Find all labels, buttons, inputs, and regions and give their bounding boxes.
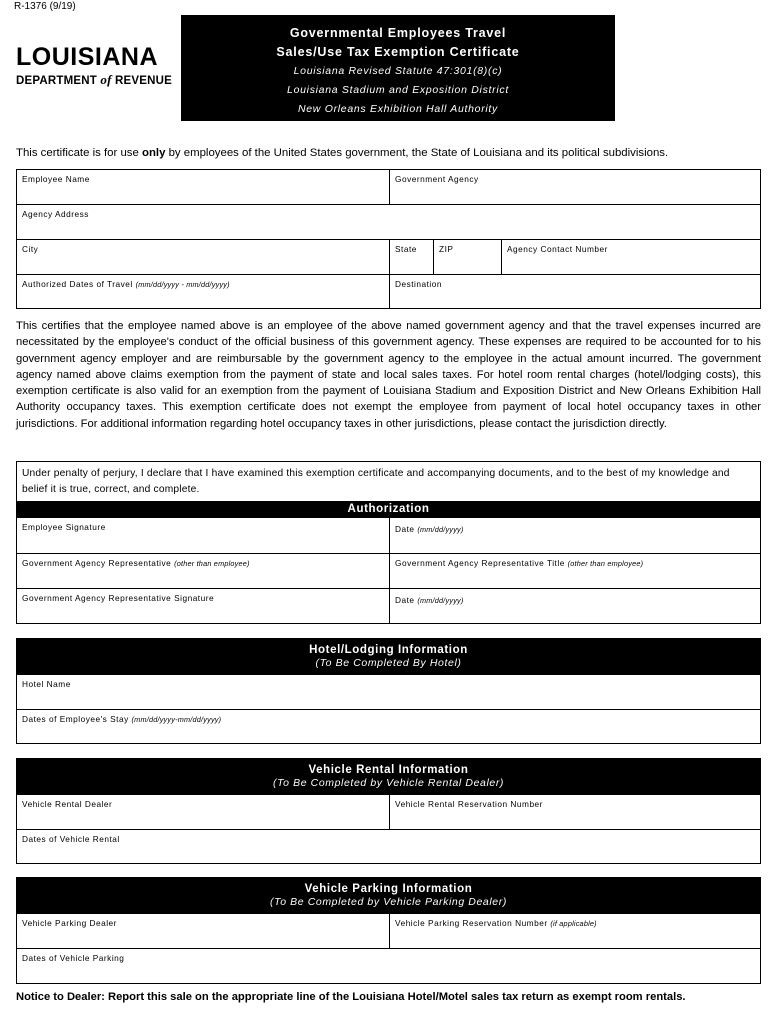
vehicle-rental-section <box>16 758 761 864</box>
rental-dates-field[interactable] <box>17 830 760 863</box>
parking-reservation-field[interactable] <box>389 914 760 948</box>
rental-reservation-label: Vehicle Rental Reservation Number <box>395 799 543 809</box>
parking-header <box>17 878 760 914</box>
state-label: State <box>395 244 417 254</box>
stay-dates-hint: (mm/dd/yyyy-mm/dd/yyyy) <box>131 715 222 724</box>
header-district: Louisiana Stadium and Exposition District <box>287 84 509 96</box>
rental-reservation-field[interactable] <box>389 795 760 829</box>
logo-sub-text <box>16 72 176 88</box>
parking-title: Vehicle Parking Information <box>304 883 473 895</box>
zip-label: ZIP <box>439 244 454 254</box>
travel-dates-hint: (mm/dd/yyyy - mm/dd/yyyy) <box>135 280 230 289</box>
perjury-declaration: Under penalty of perjury, I declare that I have examined this exemption certificate and accompanying documents, and to the best of my knowledge and belief it is true, correct, and complete. <box>22 468 730 495</box>
intro-after: by employees of the United States government, the State of Louisiana and its political subdivisions. <box>165 147 669 159</box>
stay-dates-field[interactable] <box>17 710 760 743</box>
government-agency-label: Government Agency <box>395 174 479 184</box>
logo-sub-of: of <box>100 72 112 87</box>
header-title-1: Governmental Employees Travel <box>289 26 507 40</box>
city-label: City <box>22 244 39 254</box>
parking-reservation-label: Vehicle Parking Reservation Number <box>395 918 551 928</box>
form-header <box>181 15 615 121</box>
hotel-title: Hotel/Lodging Information <box>309 644 468 656</box>
header-authority: New Orleans Exhibition Hall Authority <box>297 103 498 115</box>
stay-dates-label: Dates of Employee's Stay <box>22 714 132 724</box>
hotel-subtitle: (To Be Completed By Hotel) <box>315 657 462 669</box>
employee-name-label: Employee Name <box>22 174 90 184</box>
parking-subtitle: (To Be Completed by Vehicle Parking Dealer) <box>270 896 507 908</box>
date1-label: Date <box>395 524 418 534</box>
agency-address-field[interactable] <box>17 205 760 239</box>
dealer-notice: Notice to Dealer: Report this sale on the appropriate line of the Louisiana Hotel/Motel sales tax return as exempt room rentals. <box>16 991 686 1003</box>
agency-rep-field[interactable] <box>17 554 389 588</box>
rental-subtitle: (To Be Completed by Vehicle Rental Dealer) <box>272 777 505 789</box>
header-title-2: Sales/Use Tax Exemption Certificate <box>276 45 520 59</box>
rental-dealer-label: Vehicle Rental Dealer <box>22 799 113 809</box>
agency-rep-title-field[interactable] <box>389 554 760 588</box>
logo-sub-after: REVENUE <box>111 75 173 87</box>
agency-rep-signature-field[interactable] <box>17 589 389 623</box>
louisiana-revenue-logo <box>16 44 176 88</box>
parking-dealer-field[interactable] <box>17 914 389 948</box>
agency-contact-label: Agency Contact Number <box>507 244 608 254</box>
rental-dealer-field[interactable] <box>17 795 389 829</box>
employee-signature-field[interactable] <box>17 518 389 553</box>
date1-hint: (mm/dd/yyyy) <box>417 525 464 534</box>
employee-info-grid <box>16 169 761 309</box>
agency-rep-signature-label: Government Agency Representative Signature <box>22 593 215 603</box>
hotel-section <box>16 638 761 744</box>
employee-name-field[interactable] <box>17 170 389 204</box>
state-field[interactable] <box>389 240 433 274</box>
employee-signature-date-field[interactable] <box>389 518 760 553</box>
hotel-name-field[interactable] <box>17 675 760 709</box>
form-number: R-1376 (9/19) <box>14 1 76 12</box>
authorization-section <box>16 461 761 624</box>
parking-dates-field[interactable] <box>17 949 760 983</box>
agency-rep-title-label: Government Agency Representative Title <box>395 558 568 568</box>
agency-rep-hint: (other than employee) <box>174 559 250 568</box>
travel-dates-label: Authorized Dates of Travel <box>22 279 136 289</box>
logo-sub-before: DEPARTMENT <box>16 75 101 87</box>
employee-signature-label: Employee Signature <box>22 522 106 532</box>
hotel-name-label: Hotel Name <box>22 679 71 689</box>
agency-rep-title-hint: (other than employee) <box>567 559 644 568</box>
intro-text <box>16 147 668 159</box>
agency-rep-date-field[interactable] <box>389 589 760 623</box>
government-agency-field[interactable] <box>389 170 760 204</box>
parking-dealer-label: Vehicle Parking Dealer <box>22 918 117 928</box>
zip-field[interactable] <box>433 240 501 274</box>
agency-contact-field[interactable] <box>501 240 760 274</box>
travel-dates-field[interactable] <box>17 275 389 308</box>
header-statute: Louisiana Revised Statute 47:301(8)(c) <box>293 65 503 77</box>
rental-title: Vehicle Rental Information <box>308 764 469 776</box>
authorization-title: Authorization <box>17 501 760 518</box>
intro-before: This certificate is for use <box>16 147 142 159</box>
logo-main-text: LOUISIANA <box>16 43 158 71</box>
agency-rep-label: Government Agency Representative <box>22 558 175 568</box>
parking-reservation-hint: (if applicable) <box>550 919 597 928</box>
hotel-header <box>17 639 760 675</box>
rental-dates-label: Dates of Vehicle Rental <box>22 834 120 844</box>
city-field[interactable] <box>17 240 389 274</box>
date2-hint: (mm/dd/yyyy) <box>417 596 464 605</box>
date2-label: Date <box>395 595 418 605</box>
destination-label: Destination <box>395 279 443 289</box>
vehicle-parking-section <box>16 877 761 984</box>
destination-field[interactable] <box>389 275 760 308</box>
parking-dates-label: Dates of Vehicle Parking <box>22 953 125 963</box>
agency-address-label: Agency Address <box>22 209 89 219</box>
rental-header <box>17 759 760 795</box>
certification-text: This certifies that the employee named above is an employee of the above named government agency and that the travel expenses incurred are necessitated by the employee's conduct of the official business of this government agency. These expenses are required to be accounted for to his government agency employer and are reimbursable by the government agency to the employee in the actual amount incurred. The government agency named above claims exemption from the payment of state and local sales taxes. For hotel room rental charges (hotel/lodging costs), this exemption certificate is also valid for an exemption from the payment of Louisiana Stadium and Exposition District and New Orleans Exhibition Hall Authority occupancy taxes. This exemption certificate does not exempt the employee from payment of local hotel occupancy taxes in other jurisdictions. For additional information regarding hotel occupancy taxes in other jurisdictions, please contact the jurisdiction directly. <box>16 320 761 430</box>
intro-bold: only <box>141 147 166 159</box>
